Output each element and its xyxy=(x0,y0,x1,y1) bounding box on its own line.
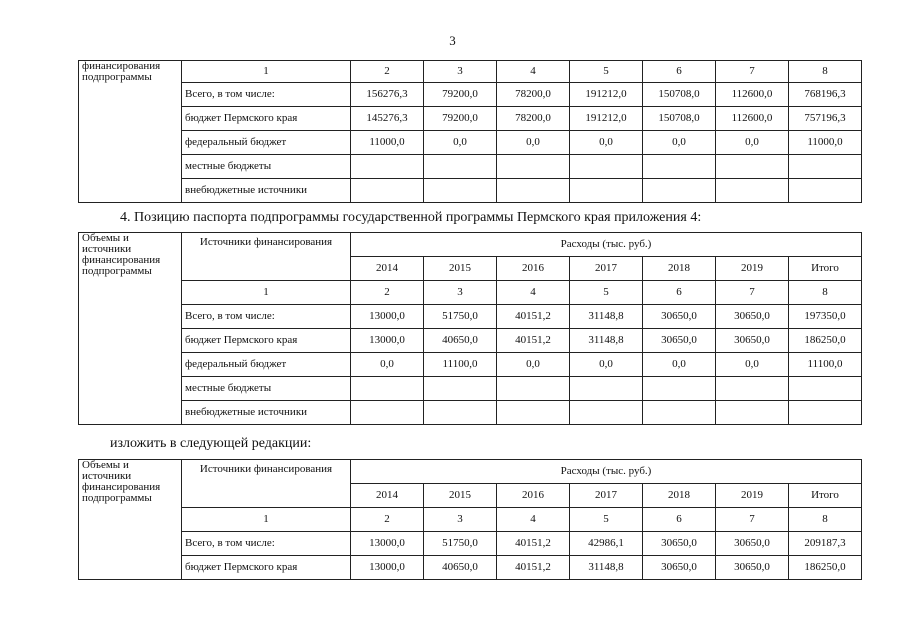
value-cell xyxy=(351,401,424,425)
value-cell: 13000,0 xyxy=(351,532,424,556)
numbers-row xyxy=(79,281,862,305)
header-number: 5 xyxy=(570,281,643,305)
value-cell: 13000,0 xyxy=(351,329,424,353)
table-row xyxy=(79,305,862,329)
row-label: финансирования подпрограммы xyxy=(79,61,182,203)
value-cell: 40151,2 xyxy=(497,556,570,580)
source-cell: бюджет Пермского края xyxy=(182,329,351,353)
header-number: 7 xyxy=(716,61,789,83)
value-cell: 79200,0 xyxy=(424,83,497,107)
year-header: 2014 xyxy=(351,257,424,281)
financing-table-current xyxy=(78,232,862,425)
header-number: 2 xyxy=(351,61,424,83)
header-number: 1 xyxy=(182,281,351,305)
value-cell: 30650,0 xyxy=(716,305,789,329)
value-cell: 31148,8 xyxy=(570,556,643,580)
expenses-header: Расходы (тыс. руб.) xyxy=(351,233,862,257)
header-number: 6 xyxy=(643,508,716,532)
financing-table-continued xyxy=(78,60,862,203)
value-cell xyxy=(570,155,643,179)
row-label: Объемы и источники финансирования подпрограммы xyxy=(79,233,182,425)
value-cell: 31148,8 xyxy=(570,305,643,329)
value-cell xyxy=(424,377,497,401)
header-number: 1 xyxy=(182,508,351,532)
value-cell: 112600,0 xyxy=(716,83,789,107)
value-cell: 145276,3 xyxy=(351,107,424,131)
value-cell xyxy=(789,377,862,401)
row-label: Объемы и источники финансирования подпрограммы xyxy=(79,460,182,580)
source-cell: местные бюджеты xyxy=(182,377,351,401)
value-cell: 0,0 xyxy=(716,353,789,377)
year-header: 2014 xyxy=(351,484,424,508)
value-cell: 51750,0 xyxy=(424,532,497,556)
value-cell: 13000,0 xyxy=(351,556,424,580)
value-cell: 0,0 xyxy=(643,353,716,377)
header-number: 7 xyxy=(716,281,789,305)
value-cell: 11100,0 xyxy=(424,353,497,377)
table-row xyxy=(79,377,862,401)
total-header: Итого xyxy=(789,484,862,508)
value-cell: 11000,0 xyxy=(351,131,424,155)
value-cell: 112600,0 xyxy=(716,107,789,131)
value-cell xyxy=(716,377,789,401)
year-header: 2016 xyxy=(497,484,570,508)
year-header: 2018 xyxy=(643,257,716,281)
value-cell xyxy=(789,401,862,425)
header-number: 8 xyxy=(789,508,862,532)
value-cell: 150708,0 xyxy=(643,83,716,107)
value-cell xyxy=(570,401,643,425)
value-cell: 191212,0 xyxy=(570,83,643,107)
table-row xyxy=(79,353,862,377)
value-cell: 209187,3 xyxy=(789,532,862,556)
year-header: 2019 xyxy=(716,484,789,508)
source-cell: бюджет Пермского края xyxy=(182,107,351,131)
value-cell: 40650,0 xyxy=(424,329,497,353)
value-cell: 42986,1 xyxy=(570,532,643,556)
value-cell: 31148,8 xyxy=(570,329,643,353)
header-number: 2 xyxy=(351,508,424,532)
page-number: 3 xyxy=(449,33,456,48)
value-cell xyxy=(789,155,862,179)
value-cell: 0,0 xyxy=(570,353,643,377)
source-cell: федеральный бюджет xyxy=(182,353,351,377)
value-cell: 30650,0 xyxy=(716,556,789,580)
value-cell: 0,0 xyxy=(570,131,643,155)
value-cell: 0,0 xyxy=(497,131,570,155)
header-number: 1 xyxy=(182,61,351,83)
value-cell xyxy=(497,179,570,203)
table-row xyxy=(79,179,862,203)
value-cell: 30650,0 xyxy=(643,305,716,329)
source-cell: внебюджетные источники xyxy=(182,401,351,425)
value-cell: 79200,0 xyxy=(424,107,497,131)
table-row xyxy=(79,107,862,131)
table-row xyxy=(79,329,862,353)
value-cell xyxy=(716,155,789,179)
header-number: 5 xyxy=(570,508,643,532)
year-header: 2019 xyxy=(716,257,789,281)
value-cell: 30650,0 xyxy=(643,532,716,556)
value-cell: 0,0 xyxy=(716,131,789,155)
value-cell: 30650,0 xyxy=(643,329,716,353)
sources-header: Источники финансирования xyxy=(182,233,351,281)
header-number: 8 xyxy=(789,281,862,305)
value-cell xyxy=(424,155,497,179)
value-cell: 150708,0 xyxy=(643,107,716,131)
header-number: 2 xyxy=(351,281,424,305)
source-cell: местные бюджеты xyxy=(182,155,351,179)
value-cell: 0,0 xyxy=(351,353,424,377)
table-row xyxy=(79,83,862,107)
header-number: 4 xyxy=(497,281,570,305)
value-cell: 191212,0 xyxy=(570,107,643,131)
paragraph-4: 4. Позицию паспорта подпрограммы государственной программы Пермского края приложения 4: xyxy=(120,210,702,225)
value-cell: 768196,3 xyxy=(789,83,862,107)
header-number: 3 xyxy=(424,281,497,305)
value-cell xyxy=(351,155,424,179)
value-cell xyxy=(351,377,424,401)
value-cell: 40151,2 xyxy=(497,305,570,329)
value-cell xyxy=(424,401,497,425)
header-number: 4 xyxy=(497,508,570,532)
table-row xyxy=(79,131,862,155)
value-cell xyxy=(351,179,424,203)
table-row xyxy=(79,532,862,556)
value-cell: 186250,0 xyxy=(789,556,862,580)
value-cell: 78200,0 xyxy=(497,83,570,107)
header-row xyxy=(79,460,862,484)
header-number: 3 xyxy=(424,508,497,532)
total-header: Итого xyxy=(789,257,862,281)
header-number: 8 xyxy=(789,61,862,83)
value-cell: 0,0 xyxy=(643,131,716,155)
value-cell: 30650,0 xyxy=(716,532,789,556)
source-cell: бюджет Пермского края xyxy=(182,556,351,580)
value-cell: 11100,0 xyxy=(789,353,862,377)
source-cell: Всего, в том числе: xyxy=(182,532,351,556)
value-cell: 78200,0 xyxy=(497,107,570,131)
value-cell xyxy=(643,401,716,425)
value-cell xyxy=(716,401,789,425)
value-cell: 40650,0 xyxy=(424,556,497,580)
value-cell: 51750,0 xyxy=(424,305,497,329)
value-cell xyxy=(570,377,643,401)
value-cell: 186250,0 xyxy=(789,329,862,353)
table-row xyxy=(79,401,862,425)
expenses-header: Расходы (тыс. руб.) xyxy=(351,460,862,484)
value-cell: 757196,3 xyxy=(789,107,862,131)
year-header: 2015 xyxy=(424,484,497,508)
value-cell xyxy=(497,401,570,425)
sources-header: Источники финансирования xyxy=(182,460,351,508)
value-cell xyxy=(497,155,570,179)
value-cell: 11000,0 xyxy=(789,131,862,155)
source-cell: Всего, в том числе: xyxy=(182,305,351,329)
header-number: 7 xyxy=(716,508,789,532)
header-number: 6 xyxy=(643,61,716,83)
value-cell xyxy=(643,179,716,203)
value-cell: 156276,3 xyxy=(351,83,424,107)
value-cell: 0,0 xyxy=(497,353,570,377)
value-cell: 30650,0 xyxy=(716,329,789,353)
value-cell xyxy=(424,179,497,203)
source-cell: федеральный бюджет xyxy=(182,131,351,155)
numbers-row xyxy=(79,508,862,532)
year-header: 2016 xyxy=(497,257,570,281)
value-cell xyxy=(643,377,716,401)
value-cell: 40151,2 xyxy=(497,329,570,353)
header-number: 5 xyxy=(570,61,643,83)
value-cell: 30650,0 xyxy=(643,556,716,580)
value-cell xyxy=(570,179,643,203)
table-row xyxy=(79,155,862,179)
value-cell xyxy=(497,377,570,401)
source-cell: Всего, в том числе: xyxy=(182,83,351,107)
header-row xyxy=(79,233,862,257)
header-number: 6 xyxy=(643,281,716,305)
value-cell xyxy=(643,155,716,179)
header-number: 3 xyxy=(424,61,497,83)
year-header: 2017 xyxy=(570,484,643,508)
value-cell: 40151,2 xyxy=(497,532,570,556)
value-cell: 197350,0 xyxy=(789,305,862,329)
value-cell: 13000,0 xyxy=(351,305,424,329)
header-number: 4 xyxy=(497,61,570,83)
value-cell: 0,0 xyxy=(424,131,497,155)
numbers-row xyxy=(79,61,862,83)
paragraph-5: изложить в следующей редакции: xyxy=(110,436,312,451)
source-cell: внебюджетные источники xyxy=(182,179,351,203)
year-header: 2015 xyxy=(424,257,497,281)
value-cell xyxy=(716,179,789,203)
table-row xyxy=(79,556,862,580)
financing-table-new xyxy=(78,459,862,580)
year-header: 2018 xyxy=(643,484,716,508)
year-header: 2017 xyxy=(570,257,643,281)
value-cell xyxy=(789,179,862,203)
